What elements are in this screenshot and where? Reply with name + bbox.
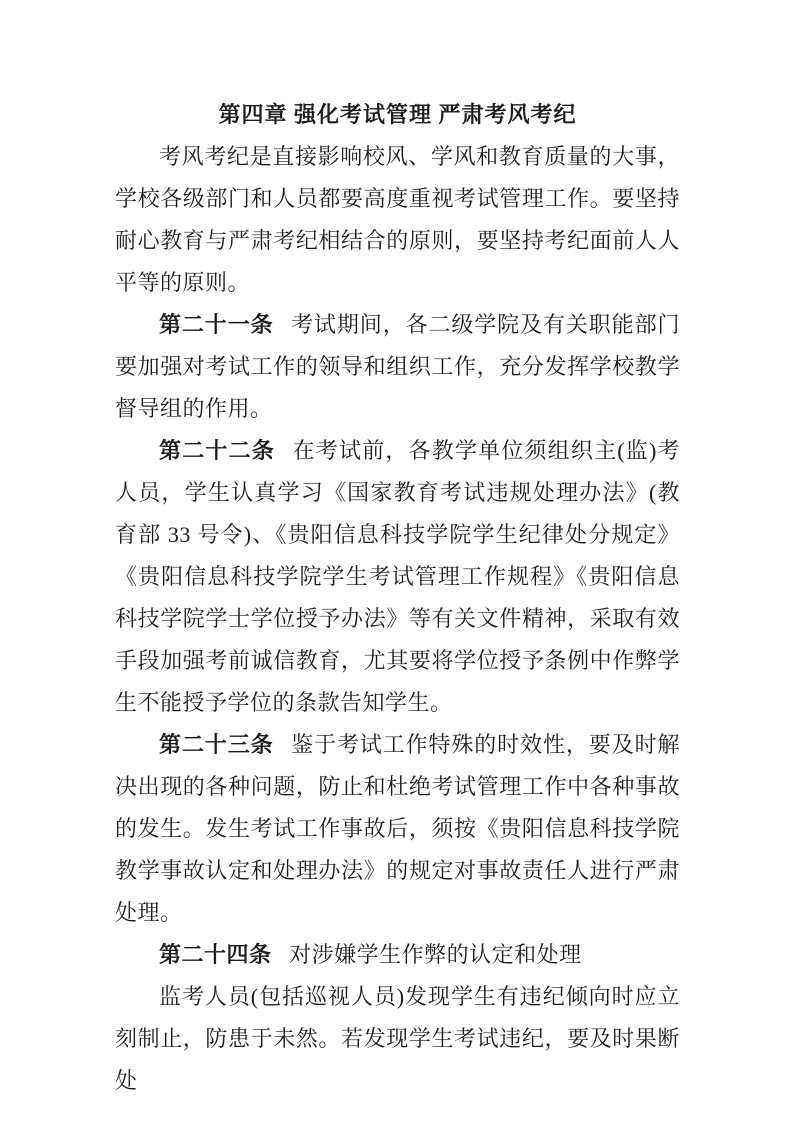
paragraph-article-21 [115, 304, 680, 430]
paragraph-invigilator [115, 976, 680, 1102]
article-number: 第二十三条 [159, 732, 274, 757]
paragraph-text: 对涉嫌学生作弊的认定和处理 [289, 942, 582, 967]
paragraph-text: 在考试前，各教学单位须组织主(监)考人员，学生认真学习《国家教育考试违规处理办法》(教育部 33 号令)、《贵阳信息科技学院学生纪律处分规定》《贵阳信息科技学院学生考试管理工作规程》《贵阳信息科技学院学士学位授予办法》等有关文件精神，采取有效手段加强考前诚信教育，尤其要将学位授予条例中作弊学生不能授予学位的条款告知学生。 [115, 438, 680, 715]
paragraph-text: 鉴于考试工作特殊的时效性，要及时解决出现的各种问题，防止和杜绝考试管理工作中各种事故的发生。发生考试工作事故后，须按《贵阳信息科技学院教学事故认定和处理办法》的规定对事故责任人进行严肃处理。 [115, 732, 680, 925]
paragraph-text: 监考人员(包括巡视人员)发现学生有违纪倾向时应立刻制止，防患于未然。若发现学生考试违纪，要及时果断处 [115, 984, 680, 1093]
chapter-title: 第四章 强化考试管理 严肃考风考纪 [218, 102, 577, 127]
paragraph-article-23 [115, 724, 680, 934]
article-number: 第二十二条 [159, 438, 275, 463]
paragraph-article-24 [115, 934, 680, 976]
article-number: 第二十四条 [159, 942, 272, 967]
paragraph-intro [115, 136, 680, 304]
paragraph-text: 考试期间，各二级学院及有关职能部门要加强对考试工作的领导和组织工作，充分发挥学校教学督导组的作用。 [115, 312, 680, 421]
paragraph-text: 考风考纪是直接影响校风、学风和教育质量的大事，学校各级部门和人员都要高度重视考试管理工作。要坚持耐心教育与严肃考纪相结合的原则，要坚持考纪面前人人平等的原则。 [115, 144, 680, 295]
article-number: 第二十一条 [159, 312, 274, 337]
paragraph-article-22 [115, 430, 680, 724]
text-block [115, 94, 680, 1102]
